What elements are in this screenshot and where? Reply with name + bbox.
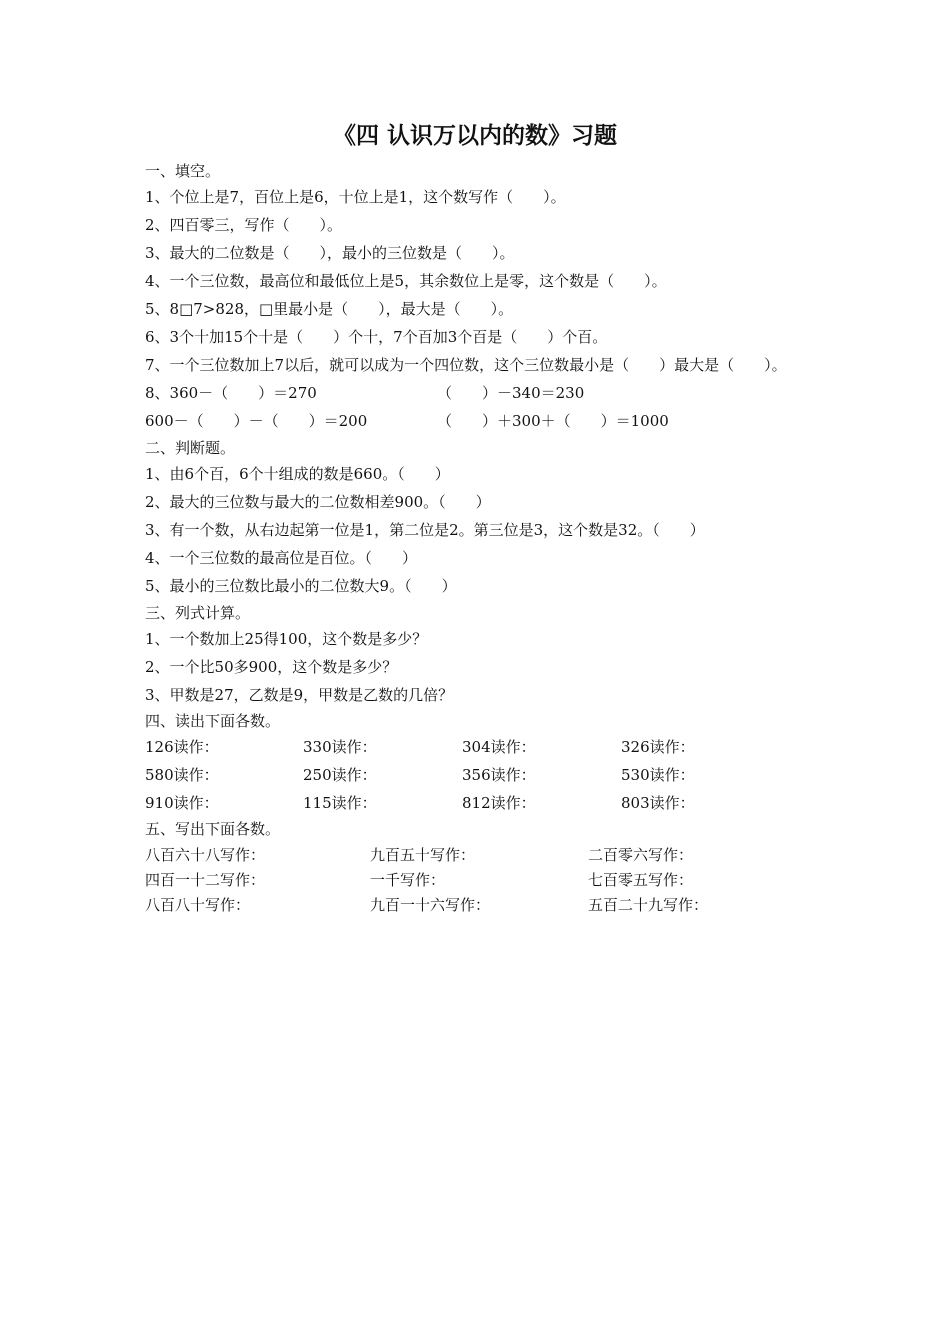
fill-q2: 2、四百零三，写作（ ）。 — [145, 216, 343, 234]
write-item: 五百二十九写作： — [588, 896, 709, 914]
write-item: 七百零五写作： — [588, 871, 694, 889]
judge-q4: 4、一个三位数的最高位是百位。（ ） — [145, 549, 418, 567]
fill-q3: 3、最大的二位数是（ ），最小的三位数是（ ）。 — [145, 244, 515, 262]
section-3-heading: 三、列式计算。 — [145, 604, 251, 622]
read-item: 356读作： — [462, 766, 536, 784]
fill-q8-left: 8、360－（ ）＝270 — [145, 384, 317, 402]
write-item: 九百五十写作： — [370, 846, 476, 864]
fill-q4: 4、一个三位数，最高位和最低位上是5，其余数位上是零，这个数是（ ）。 — [145, 272, 667, 290]
read-item: 126读作： — [145, 738, 219, 756]
section-5-heading: 五、写出下面各数。 — [145, 820, 281, 838]
fill-q1: 1、个位上是7，百位上是6，十位上是1，这个数写作（ ）。 — [145, 188, 566, 206]
fill-q7: 7、一个三位数加上7以后，就可以成为一个四位数，这个三位数最小是（ ）最大是（ ）。 — [145, 356, 787, 374]
write-item: 九百一十六写作： — [370, 896, 491, 914]
page-title: 《四 认识万以内的数》习题 — [332, 122, 617, 149]
fill-q6: 6、3个十加15个十是（ ）个十，7个百加3个百是（ ）个百。 — [145, 328, 608, 346]
write-item: 四百一十二写作： — [145, 871, 266, 889]
read-item: 250读作： — [303, 766, 377, 784]
read-item: 812读作： — [462, 794, 536, 812]
calc-q2: 2、一个比50多900，这个数是多少？ — [145, 658, 398, 676]
read-item: 115读作： — [303, 794, 377, 812]
write-item: 二百零六写作： — [588, 846, 694, 864]
read-item: 803读作： — [621, 794, 695, 812]
judge-q1: 1、由6个百，6个十组成的数是660。（ ） — [145, 465, 450, 483]
section-1-heading: 一、填空。 — [145, 162, 221, 180]
read-item: 330读作： — [303, 738, 377, 756]
fill-q8-right-2: （ ）＋300＋（ ）＝1000 — [437, 412, 669, 430]
judge-q5: 5、最小的三位数比最小的二位数大9。（ ） — [145, 577, 457, 595]
write-item: 八百八十写作： — [145, 896, 251, 914]
write-item: 八百六十八写作： — [145, 846, 266, 864]
judge-q2: 2、最大的三位数与最大的二位数相差900。（ ） — [145, 493, 491, 511]
read-item: 580读作： — [145, 766, 219, 784]
judge-q3: 3、有一个数，从右边起第一位是1，第二位是2。第三位是3，这个数是32。（ ） — [145, 521, 705, 539]
fill-q5: 5、8□7>828，□里最小是（ ），最大是（ ）。 — [145, 300, 514, 318]
section-2-heading: 二、判断题。 — [145, 439, 236, 457]
fill-q8-right: （ ）－340＝230 — [437, 384, 585, 402]
read-item: 910读作： — [145, 794, 219, 812]
read-item: 326读作： — [621, 738, 695, 756]
write-item: 一千写作： — [370, 871, 446, 889]
calc-q1: 1、一个数加上25得100，这个数是多少？ — [145, 630, 428, 648]
read-item: 530读作： — [621, 766, 695, 784]
section-4-heading: 四、读出下面各数。 — [145, 712, 281, 730]
read-item: 304读作： — [462, 738, 536, 756]
fill-q8-left-2: 600－（ ）－（ ）＝200 — [145, 412, 368, 430]
calc-q3: 3、甲数是27，乙数是9，甲数是乙数的几倍？ — [145, 686, 454, 704]
